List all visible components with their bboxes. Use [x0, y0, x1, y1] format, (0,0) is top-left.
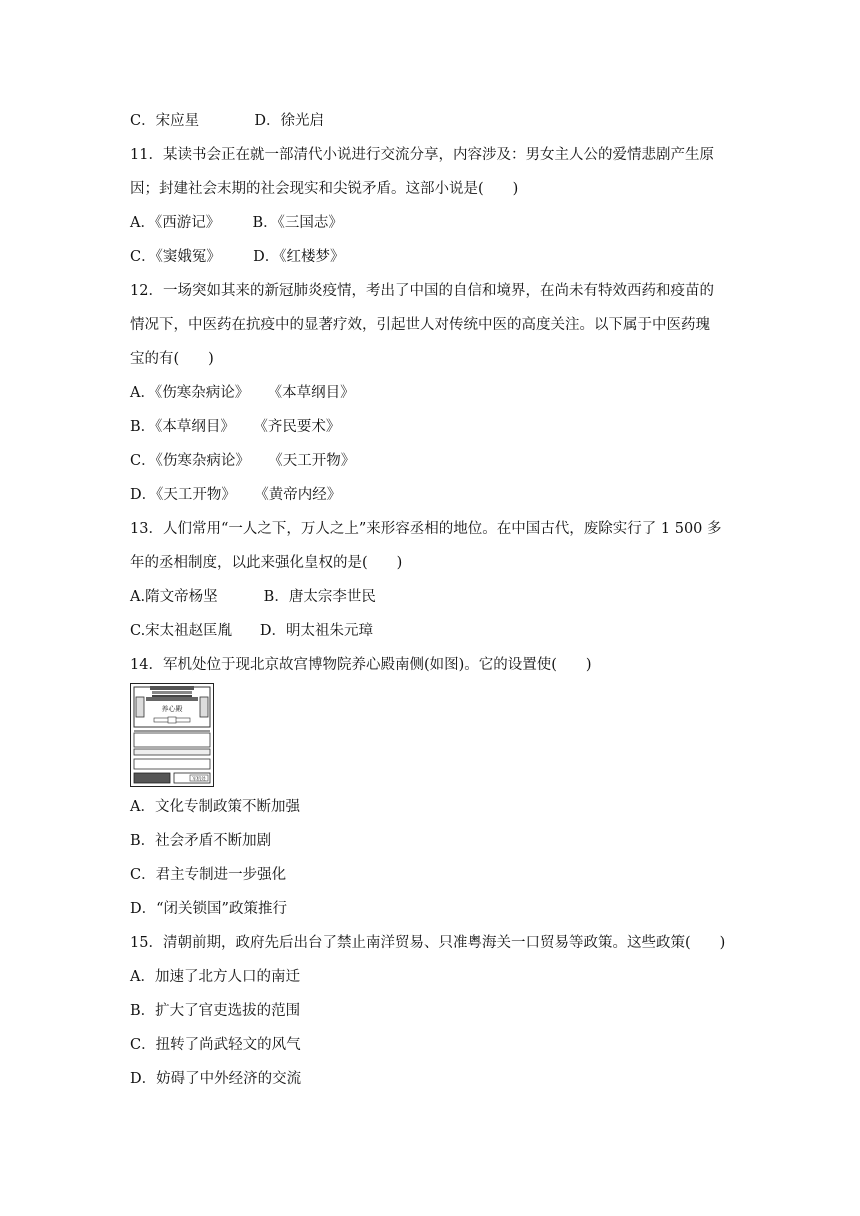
q13-stem-line2: 年的丞相制度，以此来强化皇权的是( ): [130, 555, 403, 571]
q13-options-ab: A.隋文帝杨坚 B．唐太宗李世民: [130, 589, 376, 605]
q13-stem-line1: 13．人们常用“一人之下，万人之上”来形容丞相的地位。在中国古代，废除实行了 1 500 多: [130, 521, 722, 537]
q12-option-a: A．《伤寒杂病论》 《本草纲目》: [130, 385, 355, 401]
palace-map-figure: [130, 683, 214, 787]
q12-option-b: B．《本草纲目》 《齐民要术》: [130, 419, 341, 435]
q12-stem-line3: 宝的有( ): [130, 351, 214, 367]
q12-stem-line1: 12．一场突如其来的新冠肺炎疫情，考出了中国的自信和境界，在尚未有特效西药和疫苗的: [130, 283, 714, 299]
hall-label: 养心殿: [161, 705, 183, 713]
q13-options-cd: C.宋太祖赵匡胤 D．明太祖朱元璋: [130, 623, 373, 639]
q14-option-a: A．文化专制政策不断加强: [130, 799, 300, 815]
q12-option-c: C．《伤寒杂病论》 《天工开物》: [130, 453, 356, 469]
q14-stem: 14．军机处位于现北京故宫博物院养心殿南侧(如图)。它的设置使( ): [130, 657, 592, 673]
q15-option-b: B．扩大了官吏选拔的范围: [130, 1003, 301, 1019]
q11-options-ab: A．《西游记》 B．《三国志》: [130, 215, 343, 231]
grand-council-label: 军机处: [192, 777, 206, 782]
q14-option-d: D．“闭关锁国”政策推行: [130, 901, 287, 917]
q11-stem-line1: 11．某读书会正在就一部清代小说进行交流分享，内容涉及：男女主人公的爱情悲剧产生原: [130, 147, 714, 163]
q15-option-a: A．加速了北方人口的南迁: [130, 969, 300, 985]
q12-option-d: D．《天工开物》 《黄帝内经》: [130, 487, 342, 503]
q10-options-cd: C．宋应星 D．徐光启: [130, 113, 325, 129]
q12-stem-line2: 情况下，中医药在抗疫中的显著疗效，引起世人对传统中医的高度关注。以下属于中医药瑰: [130, 317, 710, 333]
q15-stem: 15．清朝前期，政府先后出台了禁止南洋贸易、只准粤海关一口贸易等政策。这些政策( ): [130, 935, 726, 951]
q14-option-b: B．社会矛盾不断加剧: [130, 833, 272, 849]
q14-option-c: C．君主专制进一步强化: [130, 867, 287, 883]
q11-options-cd: C．《窦娥冤》 D．《红楼梦》: [130, 249, 345, 265]
q15-option-d: D．妨碍了中外经济的交流: [130, 1071, 302, 1087]
q11-stem-line2: 因；封建社会末期的社会现实和尖锐矛盾。这部小说是( ): [130, 181, 519, 197]
q15-option-c: C．扭转了尚武轻文的风气: [130, 1037, 301, 1053]
